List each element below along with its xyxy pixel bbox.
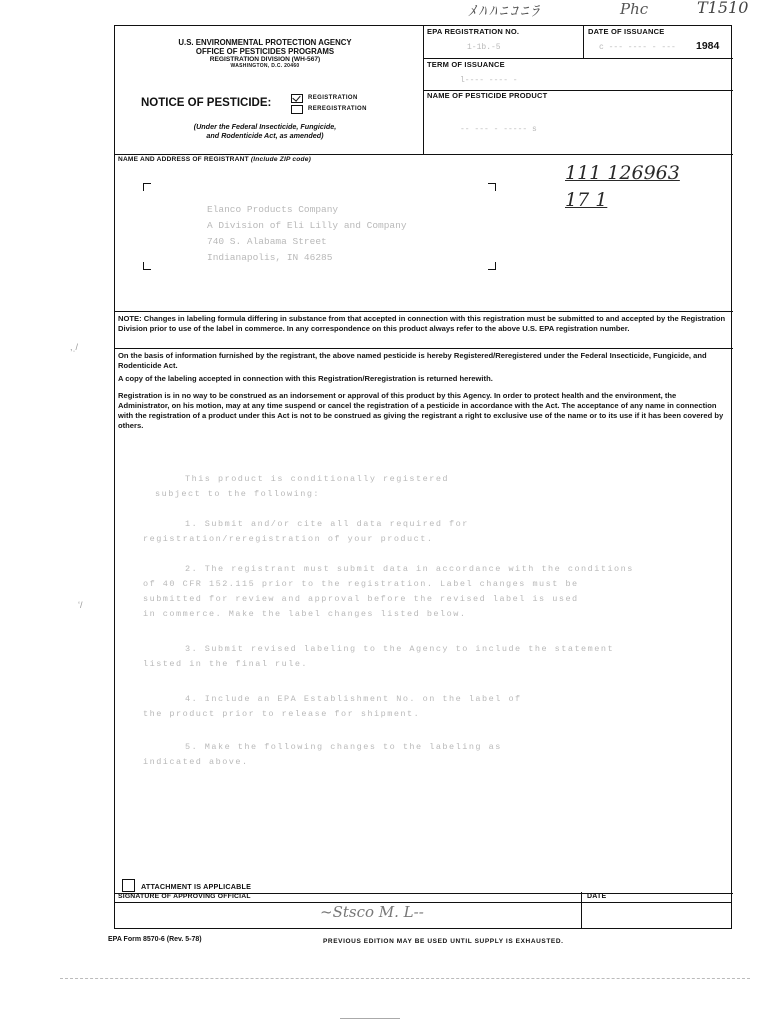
product-name-value: -- --- - ----- s — [460, 125, 537, 134]
registrant-label-note: (Include ZIP code) — [250, 156, 311, 163]
condition-line: 4. Include an EPA Establishment No. on the label of — [185, 694, 522, 704]
agency-line-1: U.S. ENVIRONMENTAL PROTECTION AGENCY — [178, 38, 352, 47]
signature-row — [114, 893, 732, 929]
condition-line: the product prior to release for shipment. — [143, 709, 421, 719]
note-text: NOTE: Changes in labeling formula differing in substance from that accepted in connection with this registration must be submitted to and accepted by the Registration Division prior to use of the label in commerce. In any correspondence on this product always refer to the above U.S. EPA registration number. — [118, 314, 726, 333]
date-divider — [583, 26, 584, 58]
condition-line: in commerce. Make the label changes listed below. — [143, 609, 467, 619]
registrant-line-4: Indianapolis, IN 46285 — [207, 252, 333, 263]
reregistration-option-label: REREGISTRATION — [308, 106, 367, 112]
condition-line: 1. Submit and/or cite all data required for — [185, 519, 469, 529]
header-rule-1 — [423, 58, 733, 59]
note-bottom-rule — [115, 348, 733, 349]
signature-date-label: DATE — [587, 893, 607, 900]
term-of-issuance-label: TERM OF ISSUANCE — [427, 60, 505, 69]
registrant-line-1: Elanco Products Company — [207, 204, 339, 215]
scan-noise-line — [60, 978, 750, 979]
handwritten-number-2: 17 1 — [565, 189, 608, 211]
address-corner-br — [488, 262, 496, 270]
condition-line: 3. Submit revised labeling to the Agency to include the statement — [185, 644, 615, 654]
agency-header — [115, 38, 415, 69]
agency-line-4: WASHINGTON, D.C. 20460 — [230, 63, 300, 69]
notice-subtitle-line-2: and Rodenticide Act, as amended) — [206, 131, 324, 140]
scan-noise-mark — [340, 1018, 400, 1019]
condition-line: 2. The registrant must submit data in accordance with the conditions — [185, 564, 634, 574]
notice-of-pesticide-form — [114, 25, 732, 903]
address-corner-tl — [143, 183, 151, 191]
product-name-label: NAME OF PESTICIDE PRODUCT — [427, 91, 548, 100]
signature-date-divider — [581, 892, 582, 929]
top-annotation-left: ﾒﾊﾊﾆｺﾆﾗ — [468, 2, 542, 20]
signature-label: SIGNATURE OF APPROVING OFFICIAL — [118, 893, 251, 900]
condition-line: listed in the final rule. — [143, 659, 309, 669]
condition-line: registration/reregistration of your product. — [143, 534, 434, 544]
condition-line: This product is conditionally registered — [185, 474, 450, 484]
notice-title: NOTICE OF PESTICIDE: — [141, 97, 272, 109]
handwritten-number-1: 111 126963 — [565, 162, 680, 184]
term-of-issuance-value: l---- ---- - — [460, 76, 518, 85]
epa-reg-no-label: EPA REGISTRATION NO. — [427, 27, 520, 36]
registrant-line-2: A Division of Eli Lilly and Company — [207, 220, 407, 231]
date-of-issuance-value: c --- ---- - --- — [599, 43, 676, 52]
agency-line-2: OFFICE OF PESTICIDES PROGRAMS — [195, 47, 335, 56]
condition-line: subject to the following: — [155, 489, 321, 499]
epa-reg-no-value: 1-1b.-5 — [467, 43, 501, 52]
reregistration-checkbox[interactable] — [291, 105, 303, 114]
address-corner-tr — [488, 183, 496, 191]
body-paragraph-1: On the basis of information furnished by the registrant, the above named pesticide is hereby Registered/Reregistered under the Federal Insecticide, Fungicide, and Rodenticide Act. — [118, 351, 707, 370]
notice-subtitle — [115, 122, 415, 140]
top-annotation-right: T1510 — [697, 0, 749, 17]
address-corner-bl — [143, 262, 151, 270]
registration-option-label: REGISTRATION — [308, 95, 358, 101]
registrant-label-text: NAME AND ADDRESS OF REGISTRANT — [118, 156, 249, 163]
note-top-rule — [115, 311, 733, 312]
condition-line: 5. Make the following changes to the labeling as — [185, 742, 502, 752]
registrant-line-3: 740 S. Alabama Street — [207, 236, 327, 247]
signature-value: ~Stsco M. L-- — [320, 903, 424, 921]
condition-line: of 40 CFR 152.115 prior to the registration. Label changes must be — [143, 579, 579, 589]
form-number: EPA Form 8570-6 (Rev. 5-78) — [108, 936, 202, 943]
attachment-label: ATTACHMENT IS APPLICABLE — [141, 882, 252, 891]
registration-checkbox[interactable] — [291, 94, 303, 103]
top-annotation-mid: Phc — [620, 0, 649, 18]
condition-line: submitted for review and approval before the revised label is used — [143, 594, 579, 604]
registrant-address — [207, 202, 407, 266]
signature-bottom-rule — [114, 928, 732, 929]
attachment-checkbox[interactable] — [122, 879, 135, 892]
condition-line: indicated above. — [143, 757, 249, 767]
registrant-top-rule — [115, 154, 733, 155]
margin-speck: ,ˌ/ — [70, 342, 78, 352]
footer-notice: PREVIOUS EDITION MAY BE USED UNTIL SUPPLY IS EXHAUSTED. — [323, 938, 564, 945]
margin-speck: ʻ/ — [78, 600, 83, 610]
notice-subtitle-line-1: (Under the Federal Insecticide, Fungicide, — [193, 122, 337, 131]
body-paragraph-2: A copy of the labeling accepted in connection with this Registration/Reregistration is returned herewith. — [118, 374, 493, 383]
date-year: 1984 — [696, 40, 720, 52]
agency-line-3: REGISTRATION DIVISION (WH-567) — [209, 56, 321, 63]
registrant-label — [118, 156, 311, 163]
body-paragraph-3: Registration is in no way to be construed as an indorsement or approval of this product by this Agency. In order to protect health and the environment, the Administrator, on his motion, may at any time suspend or cancel the registration of a pesticide in accordance with the Act. The acceptance of any name in connection with the registration of a product under this Act is not to be construed as giving the registrant a right to exclusive use of the name or to its use if it has been covered by others. — [118, 391, 724, 430]
date-of-issuance-label: DATE OF ISSUANCE — [588, 27, 665, 36]
